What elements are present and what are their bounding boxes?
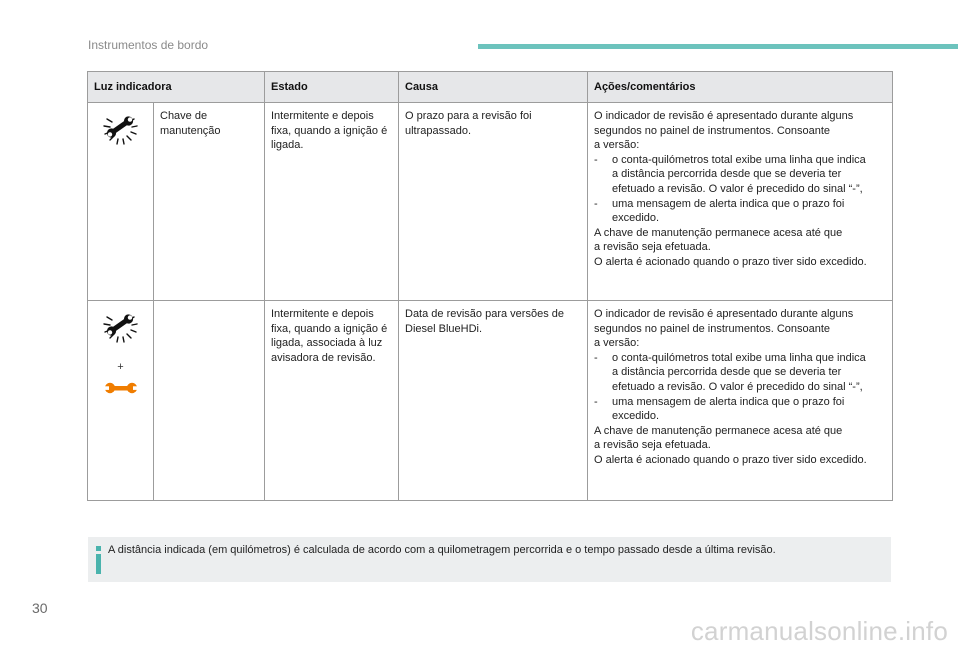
indicator-icon-cell xyxy=(88,103,154,301)
header-accent-bar xyxy=(478,44,958,49)
info-icon xyxy=(96,546,102,574)
indicator-actions: O indicador de revisão é apresentado durante alguns segundos no painel de instrumentos. Consoante a versão: - o conta-quilómetros total exibe uma linha que indica a distância percorrida desde que se deveria ter efetuado a revisão. O valor é precedido do sinal “-”, - uma mensagem de alerta indica que o prazo foi excedido. A chave de manutenção permanece acesa até que a revisão seja efetuada. O alerta é acionado quando o prazo tiver sido excedido. xyxy=(588,103,893,301)
header-acoes: Ações/comentários xyxy=(588,72,893,103)
info-text: A distância indicada (em quilómetros) é calculada de acordo com a quilometragem percorrida e o tempo passado desde a última revisão. xyxy=(108,544,776,556)
wrench-service-icon xyxy=(99,307,143,347)
wrench-service-icon xyxy=(99,109,143,149)
header-estado: Estado xyxy=(265,72,399,103)
plus-sign: + xyxy=(117,360,124,373)
header-luz-indicadora: Luz indicadora xyxy=(88,72,265,103)
indicator-name xyxy=(154,301,265,501)
indicator-name: Chave de manutenção xyxy=(154,103,265,301)
indicator-state: Intermitente e depois fixa, quando a ignição é ligada. xyxy=(265,103,399,301)
table-row xyxy=(88,301,893,501)
watermark: carmanualsonline.info xyxy=(690,616,948,646)
info-note xyxy=(88,537,891,582)
page-number: 30 xyxy=(32,600,48,616)
indicator-actions: O indicador de revisão é apresentado durante alguns segundos no painel de instrumentos. Consoante a versão: - o conta-quilómetros total exibe uma linha que indica a distância percorrida desde que se deveria ter efetuado a revisão. O valor é precedido do sinal “-”, - uma mensagem de alerta indica que o prazo foi excedido. A chave de manutenção permanece acesa até que a revisão seja efetuada. O alerta é acionado quando o prazo tiver sido excedido. xyxy=(588,301,893,501)
indicator-state: Intermitente e depois fixa, quando a ignição é ligada, associada à luz avisadora de revisão. xyxy=(265,301,399,501)
table-header-row xyxy=(88,72,893,103)
indicator-table xyxy=(87,71,893,501)
section-title: Instrumentos de bordo xyxy=(88,38,209,52)
indicator-cause: Data de revisão para versões de Diesel BlueHDi. xyxy=(399,301,588,501)
indicator-icon-cell xyxy=(88,301,154,501)
table-row xyxy=(88,103,893,301)
orange-wrench-icon xyxy=(104,380,138,396)
indicator-cause: O prazo para a revisão foi ultrapassado. xyxy=(399,103,588,301)
header-causa: Causa xyxy=(399,72,588,103)
